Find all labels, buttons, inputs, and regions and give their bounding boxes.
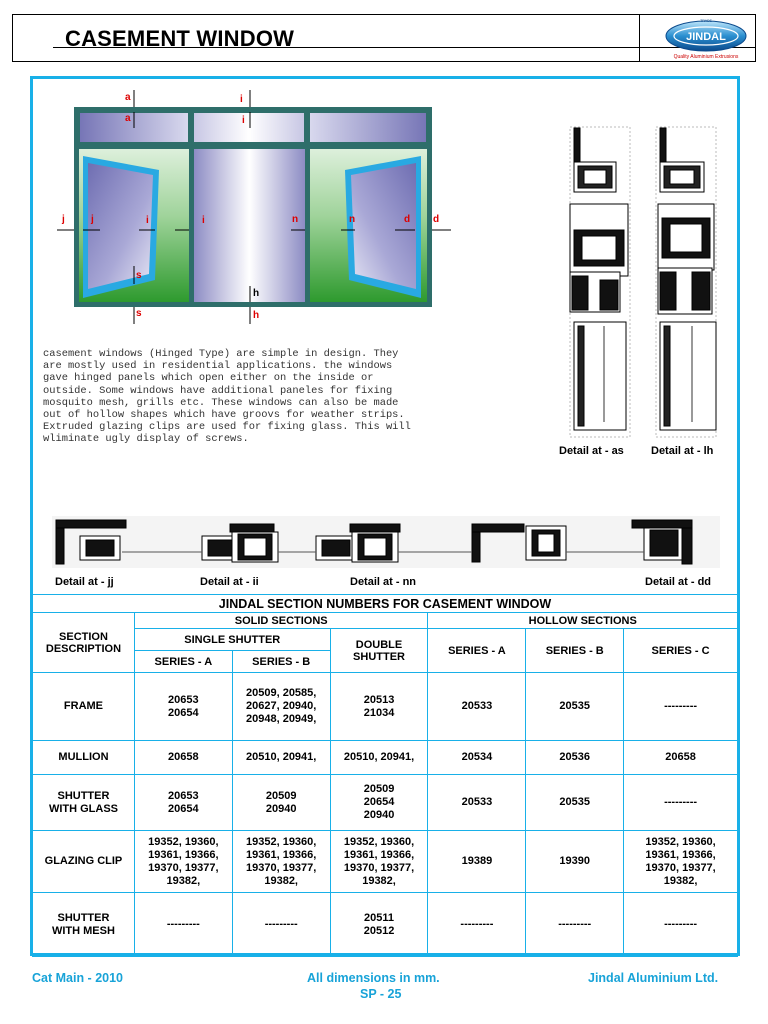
cell-hollow-series-a: --------- bbox=[428, 893, 526, 957]
header-hollow-series-c: SERIES - C bbox=[624, 629, 738, 673]
table-row bbox=[33, 831, 738, 893]
header-hollow-series-b: SERIES - B bbox=[526, 629, 624, 673]
cell-solid-series-a: 20658 bbox=[134, 741, 232, 775]
cell-hollow-series-c: --------- bbox=[624, 893, 738, 957]
cell-hollow-series-a: 20533 bbox=[428, 673, 526, 741]
label-j-outer: j bbox=[62, 214, 65, 225]
footer-catalog: Cat Main - 2010 bbox=[32, 971, 124, 985]
detail-caption-nn: Detail at - nn bbox=[350, 576, 417, 588]
cell-double-shutter: 20510, 20941, bbox=[330, 741, 428, 775]
label-d-inner: d bbox=[404, 214, 411, 225]
cell-hollow-series-b: 20535 bbox=[526, 673, 624, 741]
description-text: casement windows (Hinged Type) are simple in design. They are mostly used in residential applications. the windows gave hinged panels which open either on the inside or outside. Some windows have additional paneles for fixing mosquito mesh, grills etc. These windows can also be made out of hollow shapes which have groovs for weather strips. Extruded glazing clips are used for fixing glass. This will wliminate ugly display of screws. bbox=[43, 348, 411, 446]
table-row bbox=[33, 673, 738, 741]
detail-caption-jj: Detail at - jj bbox=[55, 576, 114, 588]
detail-caption-ii: Detail at - ii bbox=[200, 576, 259, 588]
label-i-inner: i bbox=[242, 115, 245, 126]
cell-double-shutter: 19352, 19360, 19361, 19366, 19370, 19377, 19382, bbox=[330, 831, 428, 893]
horizontal-section-details bbox=[52, 512, 720, 572]
footer-page-number: SP - 25 bbox=[360, 987, 402, 1001]
window-elevation-diagram bbox=[55, 88, 465, 328]
header-divider bbox=[639, 15, 640, 61]
row-label: FRAME bbox=[33, 673, 135, 741]
table-row bbox=[33, 741, 738, 775]
logo-text: JINDAL bbox=[686, 31, 726, 43]
cell-solid-series-a: 20653 20654 bbox=[134, 673, 232, 741]
page-title: CASEMENT WINDOW bbox=[65, 26, 295, 51]
cell-hollow-series-b: 20536 bbox=[526, 741, 624, 775]
section-numbers-table bbox=[32, 594, 738, 957]
cell-hollow-series-c: 20658 bbox=[624, 741, 738, 775]
footer-company: Jindal Aluminium Ltd. bbox=[588, 971, 719, 985]
cell-hollow-series-a: 20534 bbox=[428, 741, 526, 775]
label-n-right: n bbox=[349, 214, 356, 225]
cell-solid-series-a: 19352, 19360, 19361, 19366, 19370, 19377, 19382, bbox=[134, 831, 232, 893]
label-s-inner: s bbox=[136, 270, 142, 281]
header-hollow-series-a: SERIES - A bbox=[428, 629, 526, 673]
label-i-right: i bbox=[202, 215, 205, 226]
table-row bbox=[33, 893, 738, 957]
cell-double-shutter: 20513 21034 bbox=[330, 673, 428, 741]
cell-solid-series-b: 20509 20940 bbox=[232, 775, 330, 831]
page-header bbox=[12, 14, 756, 62]
vertical-section-details bbox=[560, 122, 730, 442]
row-label: GLAZING CLIP bbox=[33, 831, 135, 893]
table-title: JINDAL SECTION NUMBERS FOR CASEMENT WINDOW bbox=[33, 595, 738, 613]
cell-hollow-series-a: 19389 bbox=[428, 831, 526, 893]
label-a-inner: a bbox=[125, 113, 131, 124]
cell-hollow-series-a: 20533 bbox=[428, 775, 526, 831]
cell-solid-series-b: 19352, 19360, 19361, 19366, 19370, 19377, 19382, bbox=[232, 831, 330, 893]
row-label: SHUTTER WITH MESH bbox=[33, 893, 135, 957]
table-row bbox=[33, 775, 738, 831]
detail-caption-as: Detail at - as bbox=[559, 445, 624, 457]
cell-hollow-series-b: 20535 bbox=[526, 775, 624, 831]
label-j-inner: j bbox=[91, 214, 94, 225]
cell-solid-series-a: 20653 20654 bbox=[134, 775, 232, 831]
label-h-outer: h bbox=[253, 310, 260, 321]
cell-solid-series-a: --------- bbox=[134, 893, 232, 957]
cell-solid-series-b: 20509, 20585, 20627, 20940, 20948, 20949, bbox=[232, 673, 330, 741]
label-s-outer: s bbox=[136, 308, 142, 319]
header-solid-series-b: SERIES - B bbox=[232, 651, 330, 673]
detail-caption-lh: Detail at - lh bbox=[651, 445, 714, 457]
row-label: SHUTTER WITH GLASS bbox=[33, 775, 135, 831]
cell-solid-series-b: 20510, 20941, bbox=[232, 741, 330, 775]
cell-hollow-series-c: 19352, 19360, 19361, 19366, 19370, 19377, 19382, bbox=[624, 831, 738, 893]
header-section-description: SECTION DESCRIPTION bbox=[33, 613, 135, 673]
label-i-left: i bbox=[146, 215, 149, 226]
cell-hollow-series-b: 19390 bbox=[526, 831, 624, 893]
label-h-inner: h bbox=[253, 288, 260, 299]
label-d-outer: d bbox=[433, 214, 440, 225]
header-solid-series-a: SERIES - A bbox=[134, 651, 232, 673]
label-i-outer: i bbox=[240, 94, 243, 105]
logo-top-text: TRADE bbox=[700, 19, 712, 23]
header-solid-sections: SOLID SECTIONS bbox=[134, 613, 428, 629]
cell-double-shutter: 20509 20654 20940 bbox=[330, 775, 428, 831]
footer-dimensions-note: All dimensions in mm. bbox=[307, 971, 440, 985]
row-label: MULLION bbox=[33, 741, 135, 775]
cell-solid-series-b: --------- bbox=[232, 893, 330, 957]
cell-hollow-series-c: --------- bbox=[624, 673, 738, 741]
header-single-shutter: SINGLE SHUTTER bbox=[134, 629, 330, 651]
cell-hollow-series-b: --------- bbox=[526, 893, 624, 957]
jindal-logo bbox=[661, 17, 751, 61]
logo-subtext: Quality Aluminium Extrusions bbox=[673, 54, 739, 60]
detail-caption-dd: Detail at - dd bbox=[645, 576, 712, 588]
cell-hollow-series-c: --------- bbox=[624, 775, 738, 831]
cell-double-shutter: 20511 20512 bbox=[330, 893, 428, 957]
header-double-shutter: DOUBLE SHUTTER bbox=[330, 629, 428, 673]
header-hollow-sections: HOLLOW SECTIONS bbox=[428, 613, 738, 629]
label-a-outer: a bbox=[125, 92, 131, 103]
label-n-left: n bbox=[292, 214, 299, 225]
